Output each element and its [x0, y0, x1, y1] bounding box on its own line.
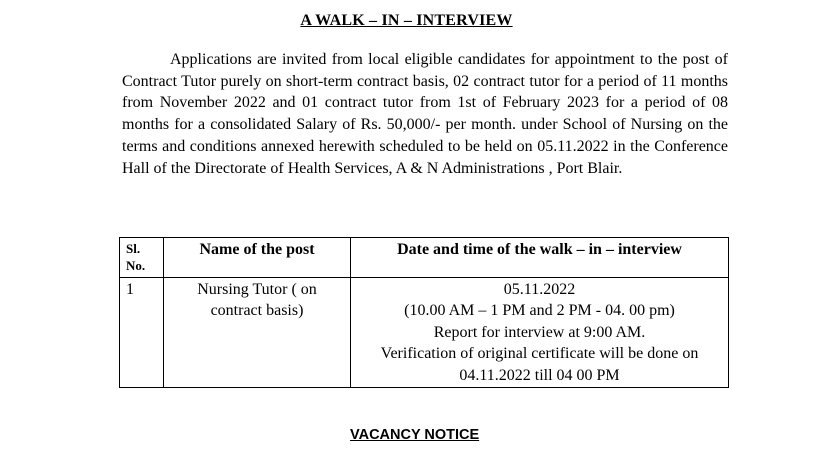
intro-paragraph: Applications are invited from local eligible candidates for appointment to the post of Contract Tutor purely on short-term contract basis, 02 contract tutor for a period of 11 months from November 2022 and 01 contract tutor from 1st of February 2023 for a period of 08 months for a consolidated Salary of Rs. 50,000/- per month. under School of Nursing on the terms and conditions annexed herewith scheduled to be held on 05.11.2022 in the Conference Hall of the Directorate of Health Services, A & N Administrations , Port Blair.: [122, 51, 728, 177]
vacancy-notice-heading: VACANCY NOTICE: [350, 427, 480, 443]
header-sl-no: Sl. No.: [120, 238, 164, 278]
table-row: [120, 278, 729, 388]
interview-timing: (10.00 AM – 1 PM and 2 PM - 04. 00 pm): [404, 302, 675, 320]
cell-post-name: Nursing Tutor ( on contract basis): [164, 278, 351, 388]
walk-in-interview-table: [119, 237, 729, 388]
report-time: Report for interview at 9:00 AM.: [433, 323, 646, 341]
header-post-name: Name of the post: [164, 238, 351, 278]
interview-date: 05.11.2022: [503, 281, 576, 298]
cell-date-time: [351, 278, 729, 388]
notice-title: A WALK – IN – INTERVIEW: [300, 12, 513, 29]
verification-note: Verification of original certificate will be done on 04.11.2022 till 04 00 PM: [380, 345, 699, 384]
header-date-time: Date and time of the walk – in – interview: [351, 238, 729, 278]
cell-sl-no: 1: [120, 278, 164, 388]
table-header-row: [120, 238, 729, 278]
